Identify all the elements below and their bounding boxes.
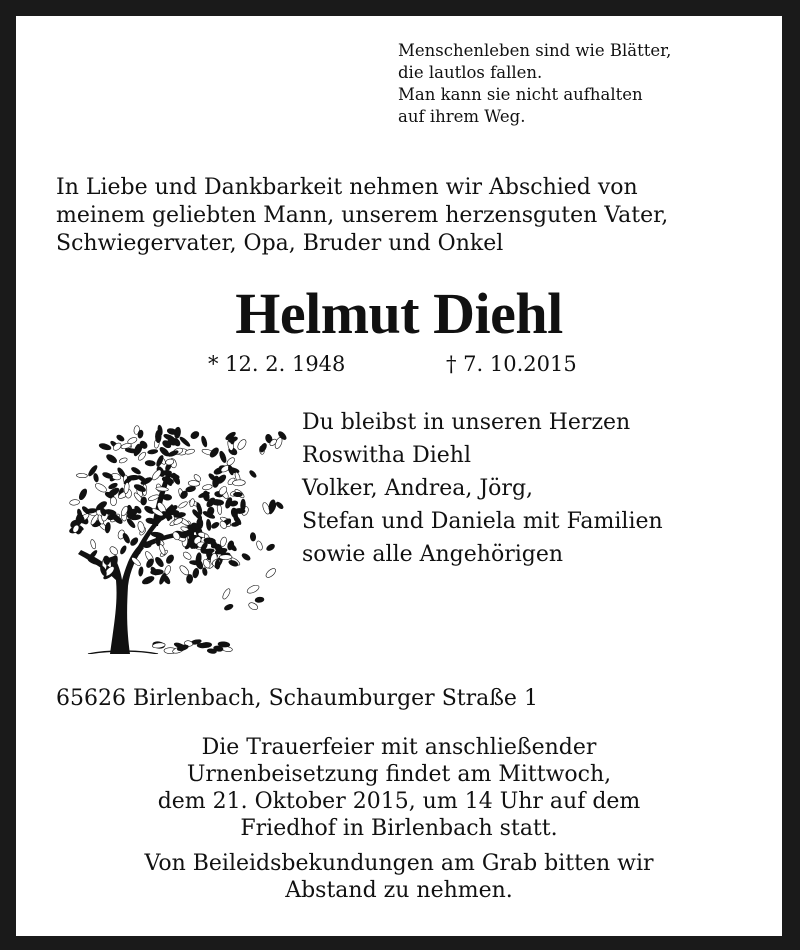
service-line: Urnenbeisetzung findet am Mittwoch, bbox=[186, 762, 612, 787]
mourner-line: Stefan und Daniela mit Familien bbox=[302, 509, 663, 534]
service-line: Friedhof in Birlenbach statt. bbox=[240, 816, 558, 841]
poem-quote bbox=[398, 40, 778, 128]
deceased-name: Helmut Diehl bbox=[235, 281, 563, 346]
mourner-line: Volker, Andrea, Jörg, bbox=[302, 476, 534, 501]
service-info bbox=[16, 734, 782, 904]
obituary-notice bbox=[16, 16, 782, 936]
poem-line: die lautlos fallen. bbox=[398, 63, 543, 82]
intro-line: Schwiegervater, Opa, Bruder und Onkel bbox=[56, 231, 504, 256]
poem-line: Menschenleben sind wie Blätter, bbox=[398, 41, 672, 60]
mourner-line: Du bleibst in unseren Herzen bbox=[302, 410, 631, 435]
service-line: Die Trauerfeier mit anschließender bbox=[201, 735, 597, 760]
birth-date: * 12. 2. 1948 bbox=[208, 352, 346, 376]
death-date: † 7. 10.2015 bbox=[446, 352, 577, 376]
poem-line: auf ihrem Weg. bbox=[398, 107, 526, 126]
tree-with-falling-leaves-icon bbox=[48, 404, 288, 654]
address: 65626 Birlenbach, Schaumburger Straße 1 bbox=[56, 686, 538, 711]
request-line: Von Beileidsbekundungen am Grab bitten wir bbox=[144, 851, 654, 876]
intro-line: meinem geliebten Mann, unserem herzensguten Vater, bbox=[56, 203, 669, 228]
request-line: Abstand zu nehmen. bbox=[285, 878, 513, 903]
intro-line: In Liebe und Dankbarkeit nehmen wir Abschied von bbox=[56, 175, 638, 200]
mourner-line: Roswitha Diehl bbox=[302, 443, 471, 468]
mourners-list bbox=[302, 406, 663, 571]
service-line: dem 21. Oktober 2015, um 14 Uhr auf dem bbox=[157, 789, 641, 814]
mourner-line: sowie alle Angehörigen bbox=[302, 542, 564, 567]
poem-line: Man kann sie nicht aufhalten bbox=[398, 85, 643, 104]
intro-text bbox=[56, 174, 756, 258]
